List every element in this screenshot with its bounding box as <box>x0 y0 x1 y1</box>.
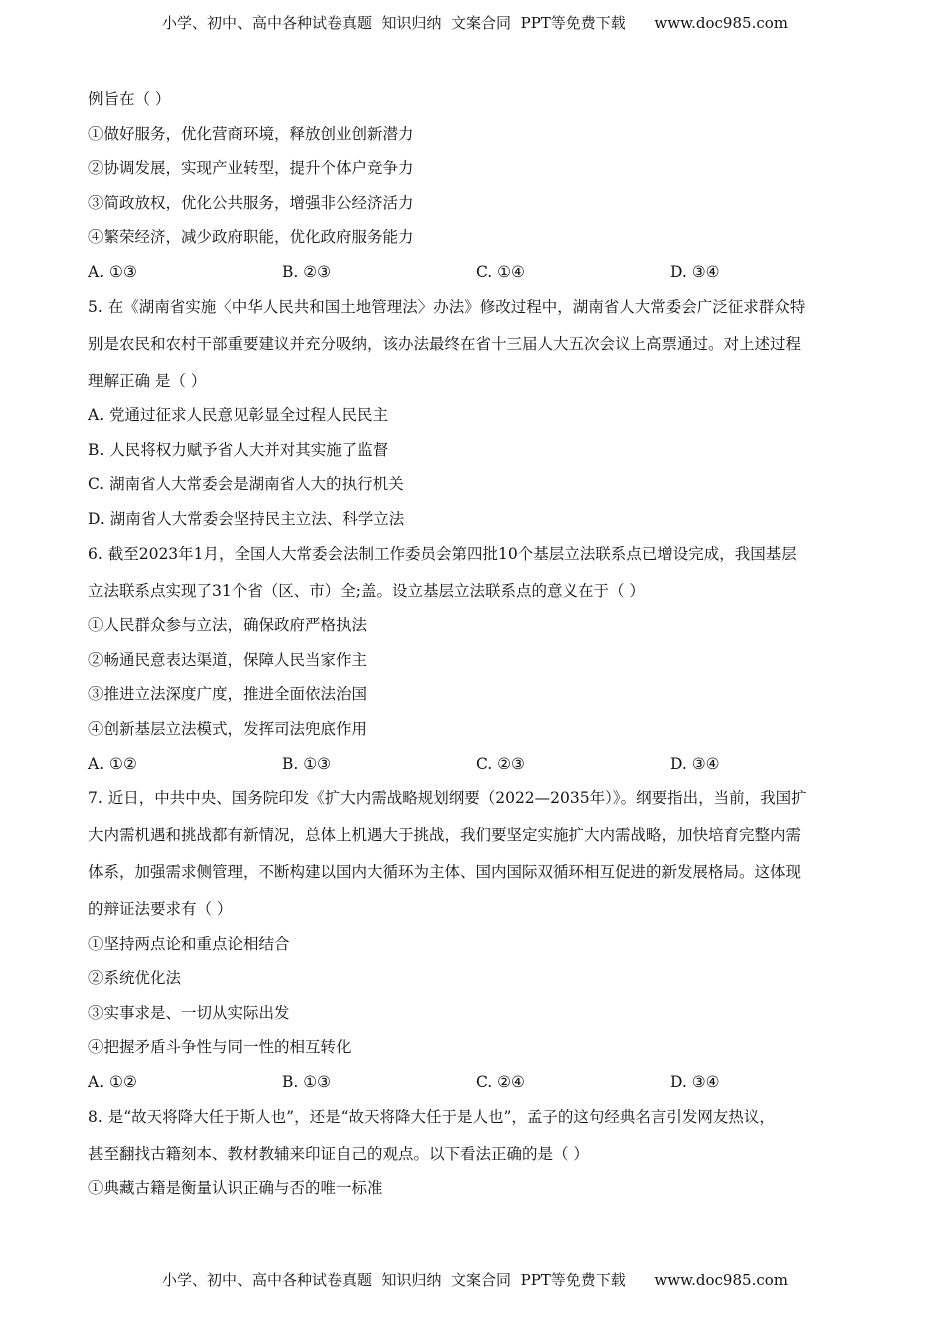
q4-option-d: D. ③④ <box>670 262 720 281</box>
page-header: 小学、初中、高中各种试卷真题 知识归纳 文案合同 PPT等免费下载 www.doc985.com <box>161 14 788 32</box>
q7-stem-line-2: 大内需机遇和挑战都有新情况，总体上机遇大于挑战，我们要坚定实施扩大内需战略，加快培育完整内需 <box>88 826 802 845</box>
q4-item-1: ①做好服务，优化营商环境，释放创业创新潜力 <box>88 124 414 143</box>
q6-options <box>88 753 878 775</box>
q4-item-2: ②协调发展，实现产业转型，提升个体户竞争力 <box>88 159 414 178</box>
page-footer: 小学、初中、高中各种试卷真题 知识归纳 文案合同 PPT等免费下载 www.doc985.com <box>161 1271 788 1289</box>
q7-stem-line-4: 的辩证法要求有（ ） <box>88 900 233 919</box>
q4-item-3: ③简政放权，优化公共服务，增强非公经济活力 <box>88 193 414 212</box>
q8-item-1: ①典藏古籍是衡量认识正确与否的唯一标准 <box>88 1179 383 1198</box>
q8-stem-line-1: 8. 是“故天将降大任于斯人也”，还是“故天将降大任于是人也”，孟子的这句经典名言引发网友热议， <box>88 1107 775 1126</box>
q5-choice-b: B. 人民将权力赋予省人大并对其实施了监督 <box>88 440 389 459</box>
q7-item-4: ④把握矛盾斗争性与同一性的相互转化 <box>88 1038 352 1057</box>
q5-stem-line-1: 5. 在《湖南省实施〈中华人民共和国土地管理法〉办法》修改过程中，湖南省人大常委会广泛征求群众特 <box>88 297 806 316</box>
q7-option-b: B. ①③ <box>282 1073 332 1092</box>
q6-item-3: ③推进立法深度广度，推进全面依法治国 <box>88 685 368 704</box>
q5-stem-line-3: 理解正确 是（ ） <box>88 371 207 390</box>
q7-option-a: A. ①② <box>88 1073 137 1092</box>
q6-item-4: ④创新基层立法模式，发挥司法兜底作用 <box>88 719 368 738</box>
q7-options <box>88 1071 878 1093</box>
q7-item-3: ③实事求是、一切从实际出发 <box>88 1003 290 1022</box>
q6-stem-line-1: 6. 截至2023年1月，全国人大常委会法制工作委员会第四批10个基层立法联系点已增设完成，我国基层 <box>88 544 797 563</box>
q4-option-b: B. ②③ <box>282 262 332 281</box>
q6-item-1: ①人民群众参与立法，确保政府严格执法 <box>88 616 368 635</box>
q4-item-4: ④繁荣经济，减少政府职能，优化政府服务能力 <box>88 228 414 247</box>
q4-option-a: A. ①③ <box>88 262 137 281</box>
q7-item-1: ①坚持两点论和重点论相结合 <box>88 934 290 953</box>
q7-stem-line-1: 7. 近日，中共中央、国务院印发《扩大内需战略规划纲要（2022—2035年）》。纲要指出，当前，我国扩 <box>88 789 807 808</box>
q4-option-c: C. ①④ <box>476 262 525 281</box>
q5-choice-d: D. 湖南省人大常委会坚持民主立法、科学立法 <box>88 509 405 528</box>
q6-option-c: C. ②③ <box>476 754 525 773</box>
q6-stem-line-2: 立法联系点实现了31个省（区、市）全;盖。设立基层立法联系点的意义在于（ ） <box>88 581 645 600</box>
q7-option-c: C. ②④ <box>476 1073 525 1092</box>
q7-option-d: D. ③④ <box>670 1073 720 1092</box>
q7-item-2: ②系统优化法 <box>88 969 182 988</box>
q5-choice-a: A. 党通过征求人民意见彰显全过程人民民主 <box>88 406 389 425</box>
q5-choice-c: C. 湖南省人大常委会是湖南省人大的执行机关 <box>88 475 404 494</box>
q5-stem-line-2: 别是农民和农村干部重要建议并充分吸纳，该办法最终在省十三届人大五次会议上高票通过。对上述过程 <box>88 334 802 353</box>
q6-option-a: A. ①② <box>88 754 137 773</box>
q4-stem-end: 例旨在（ ） <box>88 90 171 108</box>
q6-option-d: D. ③④ <box>670 754 720 773</box>
exam-content <box>88 88 878 1199</box>
q8-stem-line-2: 甚至翻找古籍刻本、教材教辅来印证自己的观点。以下看法正确的是（ ） <box>88 1144 589 1163</box>
q4-options <box>88 261 878 283</box>
q6-option-b: B. ①③ <box>282 754 332 773</box>
q7-stem-line-3: 体系，加强需求侧管理，不断构建以国内大循环为主体、国内国际双循环相互促进的新发展格局。这体现 <box>88 863 802 882</box>
q6-item-2: ②畅通民意表达渠道，保障人民当家作主 <box>88 650 368 669</box>
